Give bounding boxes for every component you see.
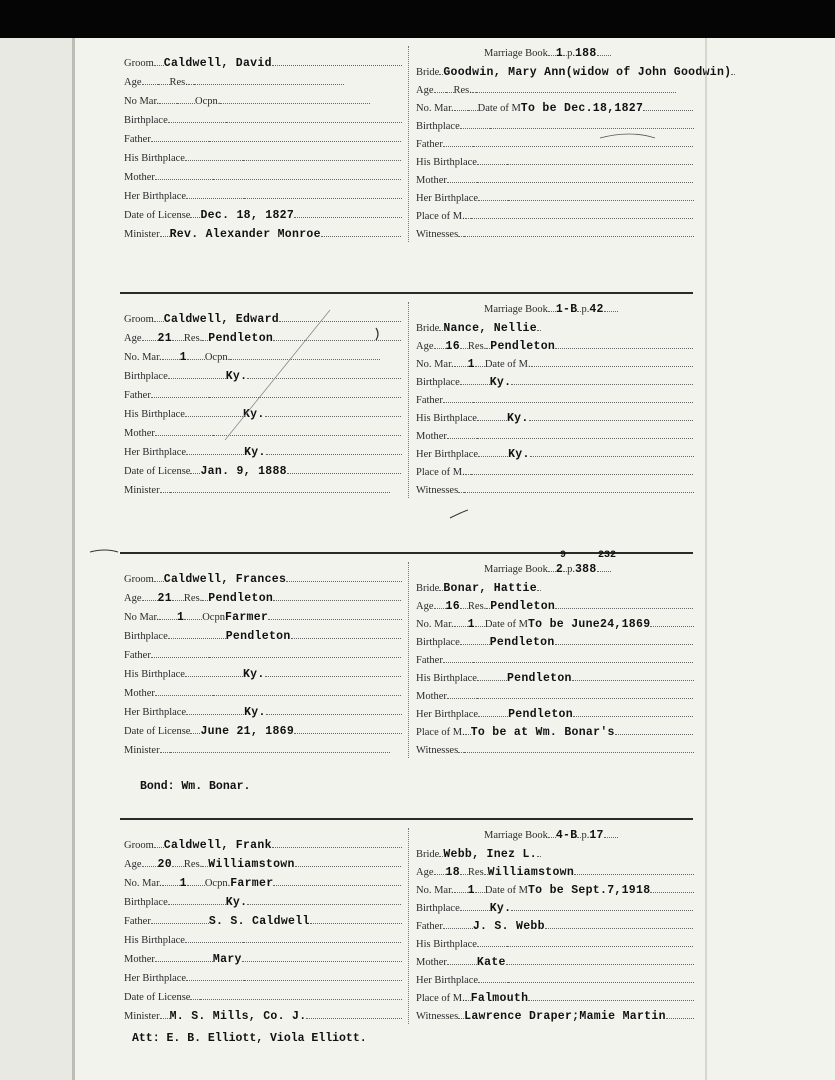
groom-age-label: Age [124,859,142,870]
bride-herbirth-label: Her Birthplace [416,193,479,204]
groom-mother-value: Mary [212,953,242,966]
groom-ocpn-label: Ocpn. [204,878,231,889]
marriage-book-number: 2 [555,563,564,576]
bride-date-value: To be Sept.7,1918 [527,884,651,897]
groom-birthplace-label: Birthplace [124,897,168,908]
groom-res-label: Res. [183,593,203,604]
bride-res-label: Res. [467,601,487,612]
groom-license-value: June 21, 1869 [200,725,295,738]
groom-herbirth-label: Her Birthplace [124,191,187,202]
groom-license-label: Date of License [124,210,191,221]
bride-age-value: 16 [445,340,460,353]
bride-witness-label: Witnesses [416,485,459,496]
bride-mother-label: Mother [416,957,447,968]
groom-hisbirth-label: His Birthplace [124,935,185,946]
bride-place-label: Place of M. [416,993,465,1004]
groom-license-value: Dec. 18, 1827 [200,209,295,222]
groom-groom-value: Caldwell, David [163,57,272,70]
groom-birthplace-label: Birthplace [124,371,168,382]
bride-herbirth-label: Her Birthplace [416,975,479,986]
marriage-book-number: 1 [555,47,564,60]
bride-birthplace-value: Ky. [489,376,512,389]
marriage-page-label: p. [567,48,575,59]
groom-father-value: S. S. Caldwell [208,915,310,928]
bride-birthplace-label: Birthplace [416,637,460,648]
bride-father-value: J. S. Webb [472,920,545,933]
bride-mother-label: Mother [416,691,447,702]
groom-res-value: Pendleton [208,592,274,605]
marriage-page-number: 42 [589,303,604,316]
bride-birthplace-value: Ky. [489,902,512,915]
bride-herbirth-label: Her Birthplace [416,709,479,720]
groom-res-value: Pendleton [208,332,274,345]
groom-nomar-value: 1 [177,611,185,624]
bride-herbirth-label: Her Birthplace [416,449,479,460]
bride-nomar-label: No. Mar. [416,619,454,630]
groom-herbirth-label: Her Birthplace [124,973,187,984]
groom-father-label: Father [124,390,151,401]
bride-bride-label: Bride [416,323,440,334]
groom-ocpn-value: Farmer [230,877,274,890]
bride-herbirth-value: Ky. [508,448,530,461]
groom-groom-label: Groom [124,314,154,325]
bride-father-label: Father [416,921,443,932]
marriage-book-number: 4-B [555,829,578,842]
groom-groom-value: Caldwell, Frances [163,573,287,586]
groom-hisbirth-label: His Birthplace [124,669,185,680]
bride-date-label: Date of M [484,619,528,630]
marriage-book-label: Marriage Book [484,304,548,315]
groom-license-label: Date of License [124,726,191,737]
bride-bride-label: Bride [416,67,440,78]
groom-license-value: Jan. 9, 1888 [200,465,287,478]
bride-age-label: Age [416,601,434,612]
groom-birthplace-value: Ky. [225,896,248,909]
bride-birthplace-label: Birthplace [416,377,460,388]
groom-birthplace-value: Ky. [225,370,248,383]
groom-res-label: Res. [169,77,188,88]
bride-res-label: Res. [467,341,487,352]
groom-ocpn-label: Ocpn. [204,352,231,363]
bride-nomar-label: No. Mar. [416,885,454,896]
bride-hisbirth-label: His Birthplace [416,673,477,684]
groom-minister-label: Minister [124,485,160,496]
bride-age-value: 16 [445,600,460,613]
groom-age-value: 20 [157,858,172,871]
bride-bride-value: Webb, Inez L. [443,848,537,861]
marriage-page-number: 17 [589,829,604,842]
groom-res-value: Williamstown [208,858,295,871]
groom-herbirth-label: Her Birthplace [124,707,187,718]
groom-license-label: Date of License [124,992,191,1003]
groom-groom-value: Caldwell, Frank [163,839,272,852]
bride-age-label: Age [416,85,434,96]
bride-bride-value: Bonar, Hattie [443,582,537,595]
marriage-page-number: 188 [574,47,597,60]
groom-minister-label: Minister [124,1011,160,1022]
groom-birthplace-label: Birthplace [124,631,168,642]
groom-age-label: Age [124,333,142,344]
bride-res-label: Res [467,867,484,878]
bride-nomar-label: No. Mar. [416,359,454,370]
bride-age-label: Age [416,341,434,352]
bride-mother-value: Kate [476,956,506,969]
bride-witness-label: Witnesses [416,1011,459,1022]
groom-birthplace-value: Pendleton [225,630,291,643]
bride-bride-value: Nance, Nellie [443,322,537,335]
bride-date-value: To be Dec.18,1827 [520,102,644,115]
groom-hisbirth-value: Ky. [242,408,265,421]
groom-herbirth-value: Ky. [244,706,266,719]
bride-hisbirth-label: His Birthplace [416,157,477,168]
groom-age-value: 21 [157,592,172,605]
marriage-book-label: Marriage Book [484,564,548,575]
bride-bride-value: Goodwin, Mary Ann(widow of John Goodwin) [443,66,732,79]
bride-hisbirth-label: His Birthplace [416,939,477,950]
groom-father-label: Father [124,916,151,927]
groom-ocpn-value: Farmer [224,611,269,624]
bride-res-label: Res. [453,85,472,96]
groom-birthplace-label: Birthplace [124,115,168,126]
groom-hisbirth-label: His Birthplace [124,153,185,164]
bride-nomar-value: 1 [467,358,475,371]
groom-father-label: Father [124,650,151,661]
bride-date-label: Date of M [484,885,528,896]
groom-nomar-label: No. Mar. [124,352,162,363]
marriage-page-correction: 232 [598,550,617,561]
bride-date-label: Date of M [477,103,521,114]
groom-nomar-label: No Mar. [124,612,159,623]
bride-res-value: Pendleton [490,600,556,613]
bride-nomar-label: No. Mar. [416,103,454,114]
marriage-page-label: p. [581,304,590,315]
groom-ocpn-label: Ocpn [202,612,225,623]
bride-witness-label: Witnesses [416,745,459,756]
marriage-page-label: p. [581,830,590,841]
bride-witness-label: Witnesses [416,229,459,240]
groom-ocpn-label: Ocpn. [195,96,221,107]
bride-hisbirth-value: Pendleton [506,672,572,685]
groom-hisbirth-label: His Birthplace [124,409,185,420]
bride-hisbirth-label: His Birthplace [416,413,477,424]
marriage-book-label: Marriage Book [484,48,548,59]
groom-herbirth-label: Her Birthplace [124,447,187,458]
groom-groom-label: Groom [124,840,154,851]
bride-date-label: Date of M. [484,359,531,370]
groom-license-label: Date of License [124,466,191,477]
groom-age-label: Age [124,77,142,88]
bride-father-label: Father [416,395,443,406]
marriage-page-number: 388 [574,563,597,576]
bride-mother-label: Mother [416,175,447,186]
bride-birthplace-label: Birthplace [416,121,460,132]
bride-place-label: Place of M. [416,727,465,738]
groom-mother-label: Mother [124,688,155,699]
bride-place-label: Place of M. [416,467,465,478]
bride-hisbirth-value: Ky. [506,412,529,425]
attendants-note: Att: E. B. Elliott, Viola Elliott. [132,1032,367,1045]
marriage-page-label: p. [567,564,575,575]
groom-groom-label: Groom [124,58,154,69]
groom-minister-label: Minister [124,745,160,756]
bride-herbirth-value: Pendleton [508,708,573,721]
bride-birthplace-value: Pendleton [489,636,555,649]
groom-mother-label: Mother [124,428,155,439]
bride-nomar-value: 1 [467,884,475,897]
bride-place-value: To be at Wm. Bonar's [470,726,615,739]
bride-res-value: Williamstown [487,866,575,879]
bride-bride-label: Bride [416,849,440,860]
bond-note: Bond: Wm. Bonar. [140,780,251,793]
groom-res-label: Res. [183,333,203,344]
groom-minister-label: Minister [124,229,160,240]
groom-res-label: Res. [183,859,203,870]
groom-hisbirth-value: Ky. [242,668,265,681]
groom-groom-label: Groom [124,574,154,585]
bride-witness-value: Lawrence Draper;Mamie Martin [464,1010,666,1023]
marriage-book-number: 1-B [555,303,578,316]
groom-age-label: Age [124,593,142,604]
bride-place-label: Place of M. [416,211,465,222]
groom-mother-label: Mother [124,954,155,965]
bride-nomar-value: 1 [467,618,475,631]
groom-father-label: Father [124,134,151,145]
groom-nomar-label: No Mar. [124,96,159,107]
groom-nomar-label: No. Mar. [124,878,162,889]
bride-date-value: To be June24,1869 [527,618,651,631]
groom-age-value: 21 [157,332,172,345]
groom-minister-value: M. S. Mills, Co. J. [169,1010,307,1023]
bride-bride-label: Bride [416,583,440,594]
bride-father-label: Father [416,139,443,150]
bride-father-label: Father [416,655,443,666]
bride-age-value: 18 [445,866,460,879]
marriage-book-label: Marriage Book [484,830,548,841]
groom-herbirth-value: Ky. [244,446,266,459]
groom-mother-label: Mother [124,172,155,183]
bride-birthplace-label: Birthplace [416,903,460,914]
bride-res-value: Pendleton [490,340,556,353]
groom-groom-value: Caldwell, Edward [163,313,279,326]
marriage-book-correction: 9 [560,550,567,561]
bride-place-value: Falmouth [470,992,529,1005]
groom-nomar-value: 1 [179,351,187,364]
groom-minister-value: Rev. Alexander Monroe [169,228,321,241]
groom-nomar-value: 1 [179,877,187,890]
bride-mother-label: Mother [416,431,447,442]
bride-age-label: Age [416,867,434,878]
